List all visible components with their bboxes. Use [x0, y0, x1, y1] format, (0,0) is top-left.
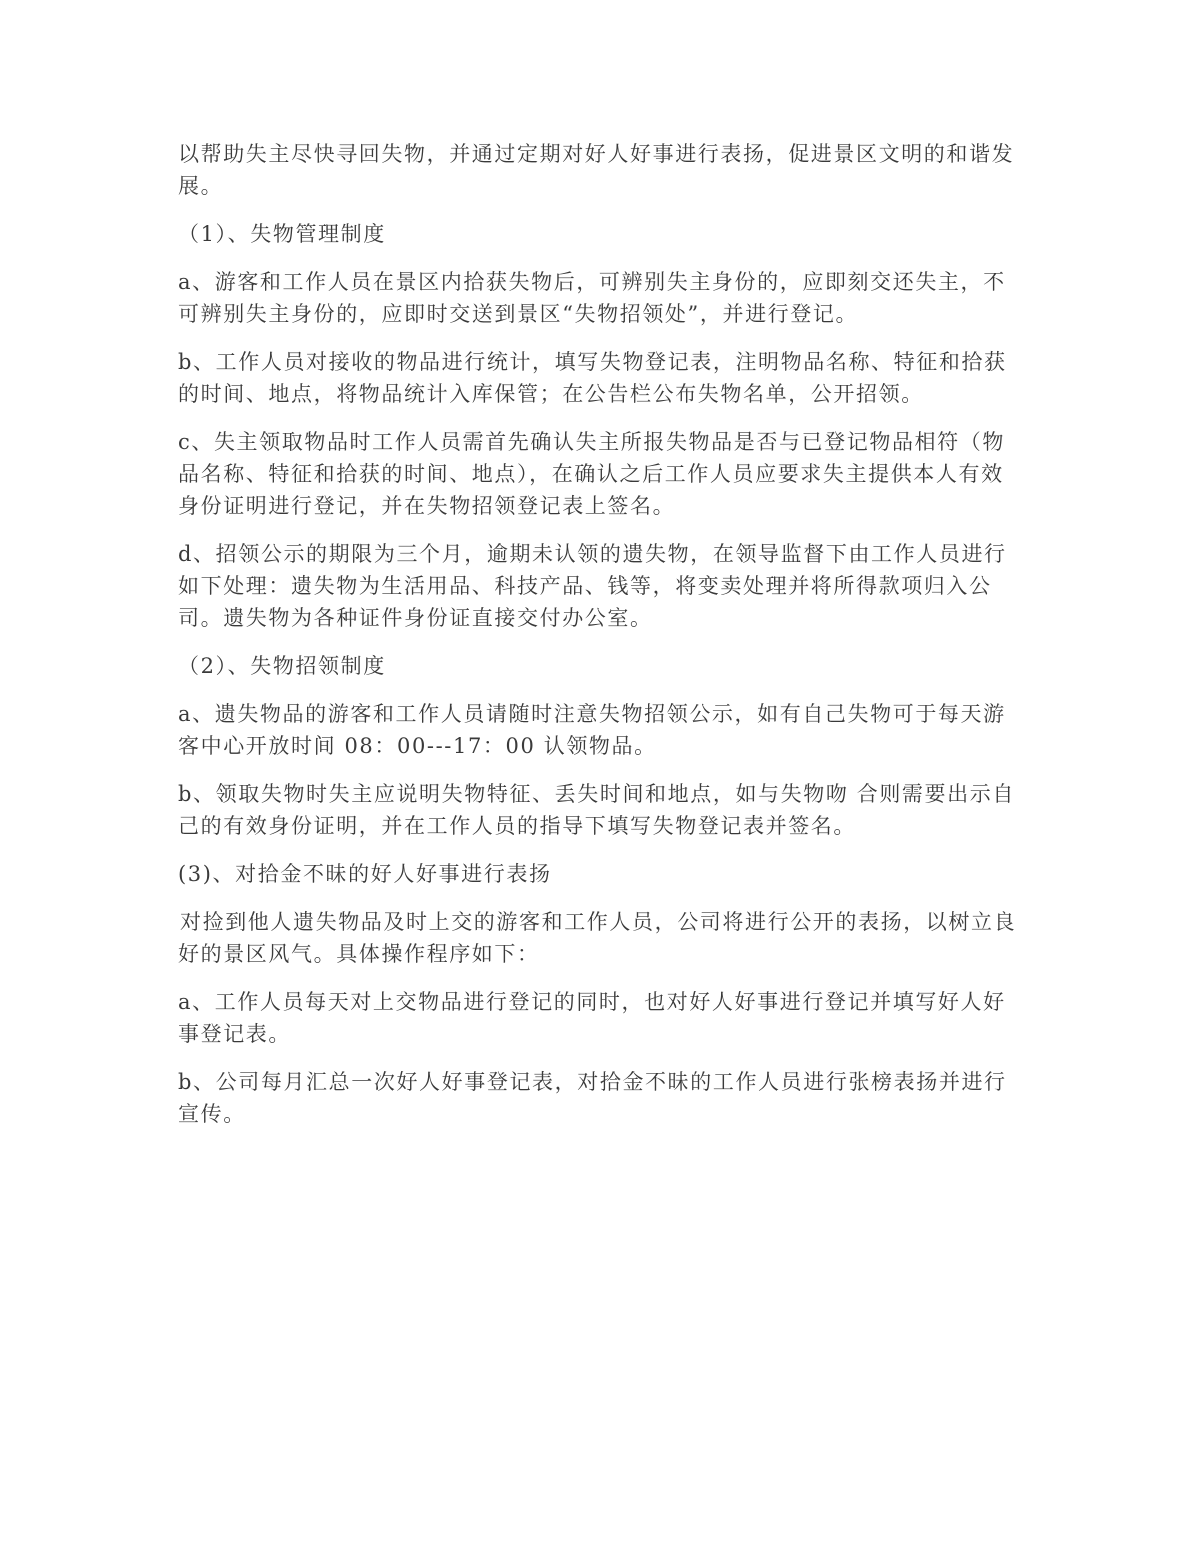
paragraph-management-a: a、游客和工作人员在景区内拾获失物后，可辨别失主身份的，应即刻交还失主，不可辨别失主身份的，应即时交送到景区“失物招领处”，并进行登记。 — [178, 270, 1006, 326]
paragraph-lost-found-a: a、遗失物品的游客和工作人员请随时注意失物招领公示，如有自己失物可于每天游客中心开放时间 08：00---17：00 认领物品。 — [178, 702, 1006, 758]
paragraph-commendation-a: a、工作人员每天对上交物品进行登记的同时，也对好人好事进行登记并填写好人好事登记表。 — [178, 990, 1006, 1046]
paragraph-intro-continuation: 以帮助失主尽快寻回失物，并通过定期对好人好事进行表扬，促进景区文明的和谐发展。 — [178, 142, 1015, 198]
document-body — [178, 138, 1024, 1146]
paragraph-commendation-b: b、公司每月汇总一次好人好事登记表，对拾金不昧的工作人员进行张榜表扬并进行宣传。 — [178, 1070, 1007, 1126]
section-heading-lost-item-management: （1）、失物管理制度 — [178, 222, 386, 246]
paragraph-management-c: c、失主领取物品时工作人员需首先确认失主所报失物品是否与已登记物品相符（物品名称、特征和拾获的时间、地点），在确认之后工作人员应要求失主提供本人有效身份证明进行登记，并在失物招领登记表上签名。 — [178, 430, 1005, 518]
paragraph-commendation-intro: 对捡到他人遗失物品及时上交的游客和工作人员，公司将进行公开的表扬，以树立良好的景区风气。具体操作程序如下： — [178, 910, 1017, 966]
section-heading-commendation: (3)、对拾金不昧的好人好事进行表扬 — [178, 862, 552, 886]
section-heading-lost-and-found: （2）、失物招领制度 — [178, 654, 386, 678]
paragraph-lost-found-b: b、领取失物时失主应说明失物特征、丢失时间和地点，如与失物吻 合则需要出示自己的有效身份证明，并在工作人员的指导下填写失物登记表并签名。 — [178, 782, 1015, 838]
paragraph-management-d: d、招领公示的期限为三个月，逾期未认领的遗失物，在领导监督下由工作人员进行如下处理：遗失物为生活用品、科技产品、钱等，将变卖处理并将所得款项归入公司。遗失物为各种证件身份证直接交付办公室。 — [178, 542, 1007, 630]
paragraph-management-b: b、工作人员对接收的物品进行统计，填写失物登记表，注明物品名称、特征和拾获的时间、地点，将物品统计入库保管；在公告栏公布失物名单，公开招领。 — [178, 350, 1007, 406]
